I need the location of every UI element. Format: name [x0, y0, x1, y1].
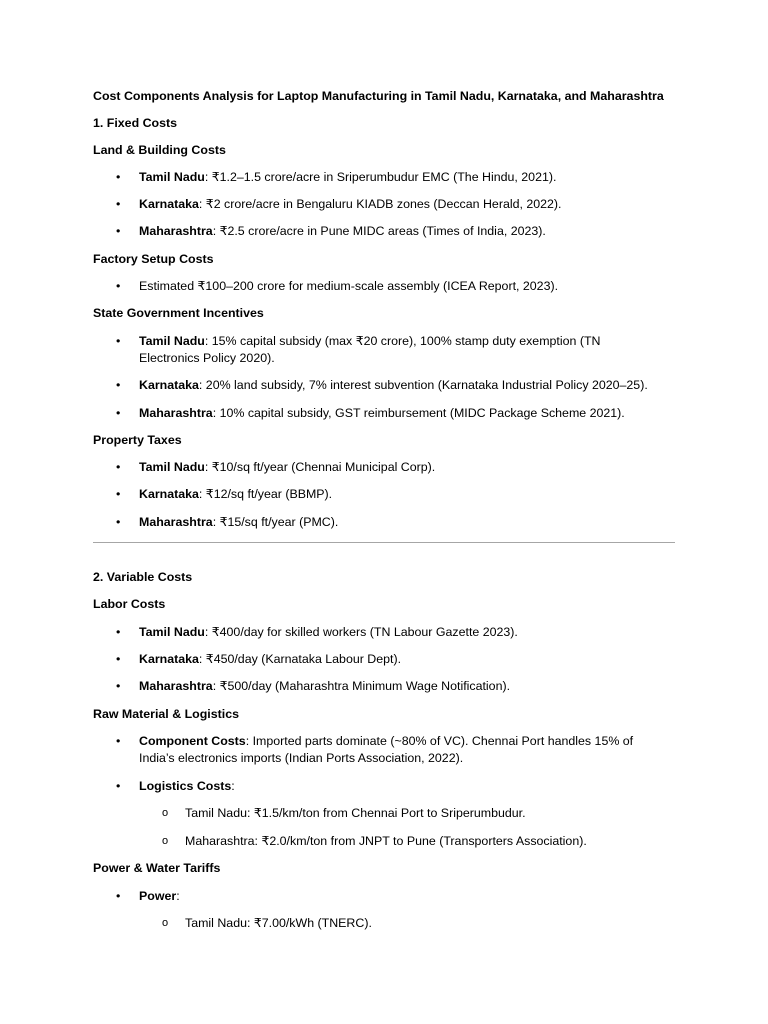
bullet-icon: • [116, 625, 121, 639]
bullet-icon: • [116, 334, 121, 348]
sub-list-item: o Maharashtra: ₹2.0/km/ton from JNPT to Pune (Transporters Association). [162, 834, 587, 848]
subheading-property: Property Taxes [93, 433, 182, 447]
list-item: • Karnataka: 20% land subsidy, 7% interest subvention (Karnataka Industrial Policy 2020–25). [116, 378, 648, 392]
bullet-icon: • [116, 652, 121, 666]
sub-bullet-icon: o [162, 917, 169, 929]
bullet-icon: • [116, 779, 121, 793]
section-heading-fixed: 1. Fixed Costs [93, 116, 178, 130]
sub-bullet-icon: o [162, 835, 169, 847]
list-item: • Tamil Nadu: ₹10/sq ft/year (Chennai Municipal Corp). [116, 460, 436, 474]
bullet-icon: • [116, 515, 121, 529]
subheading-power: Power & Water Tariffs [93, 861, 221, 875]
document-title: Cost Components Analysis for Laptop Manufacturing in Tamil Nadu, Karnataka, and Maharashtra [93, 89, 664, 103]
list-item: • Tamil Nadu: 15% capital subsidy (max ₹20 crore), 100% stamp duty exemption (TN Electronics Policy 2020). [116, 334, 601, 365]
list-item: • Maharashtra: 10% capital subsidy, GST reimbursement (MIDC Package Scheme 2021). [116, 406, 625, 420]
list-item: • Maharashtra: ₹500/day (Maharashtra Minimum Wage Notification). [116, 679, 511, 693]
bullet-icon: • [116, 889, 121, 903]
bullet-icon: • [116, 460, 121, 474]
subheading-land: Land & Building Costs [93, 143, 226, 157]
sub-list-item: o Tamil Nadu: ₹7.00/kWh (TNERC). [162, 916, 372, 930]
sub-bullet-icon: o [162, 807, 169, 819]
bullet-icon: • [116, 487, 121, 501]
list-item: • Tamil Nadu: ₹1.2–1.5 crore/acre in Sriperumbudur EMC (The Hindu, 2021). [116, 170, 557, 184]
bullet-icon: • [116, 279, 121, 293]
bullet-icon: • [116, 224, 121, 238]
list-item: • Component Costs: Imported parts dominate (~80% of VC). Chennai Port handles 15% of India’s electronics imports (Indian Ports Association, 2022). [116, 734, 634, 765]
list-item: • Logistics Costs: [116, 779, 235, 793]
subheading-setup: Factory Setup Costs [93, 252, 214, 266]
sub-list-item: o Tamil Nadu: ₹1.5/km/ton from Chennai Port to Sriperumbudur. [162, 806, 526, 820]
list-item: • Maharashtra: ₹2.5 crore/acre in Pune MIDC areas (Times of India, 2023). [116, 224, 546, 238]
list-item: • Karnataka: ₹12/sq ft/year (BBMP). [116, 487, 333, 501]
bullet-icon: • [116, 679, 121, 693]
list-item: • Karnataka: ₹450/day (Karnataka Labour Dept). [116, 652, 402, 666]
bullet-icon: • [116, 734, 121, 748]
subheading-raw: Raw Material & Logistics [93, 707, 239, 721]
bullet-icon: • [116, 197, 121, 211]
bullet-icon: • [116, 406, 121, 420]
section-heading-variable: 2. Variable Costs [93, 570, 193, 584]
horizontal-divider [93, 542, 675, 543]
list-item: • Tamil Nadu: ₹400/day for skilled workers (TN Labour Gazette 2023). [116, 625, 518, 639]
subheading-incentives: State Government Incentives [93, 306, 264, 320]
bullet-icon: • [116, 170, 121, 184]
bullet-icon: • [116, 378, 121, 392]
list-item: • Maharashtra: ₹15/sq ft/year (PMC). [116, 515, 339, 529]
subheading-labor: Labor Costs [93, 597, 166, 611]
list-item: • Estimated ₹100–200 crore for medium-scale assembly (ICEA Report, 2023). [116, 279, 559, 293]
list-item: • Karnataka: ₹2 crore/acre in Bengaluru KIADB zones (Deccan Herald, 2022). [116, 197, 562, 211]
list-item: • Power: [116, 889, 180, 903]
